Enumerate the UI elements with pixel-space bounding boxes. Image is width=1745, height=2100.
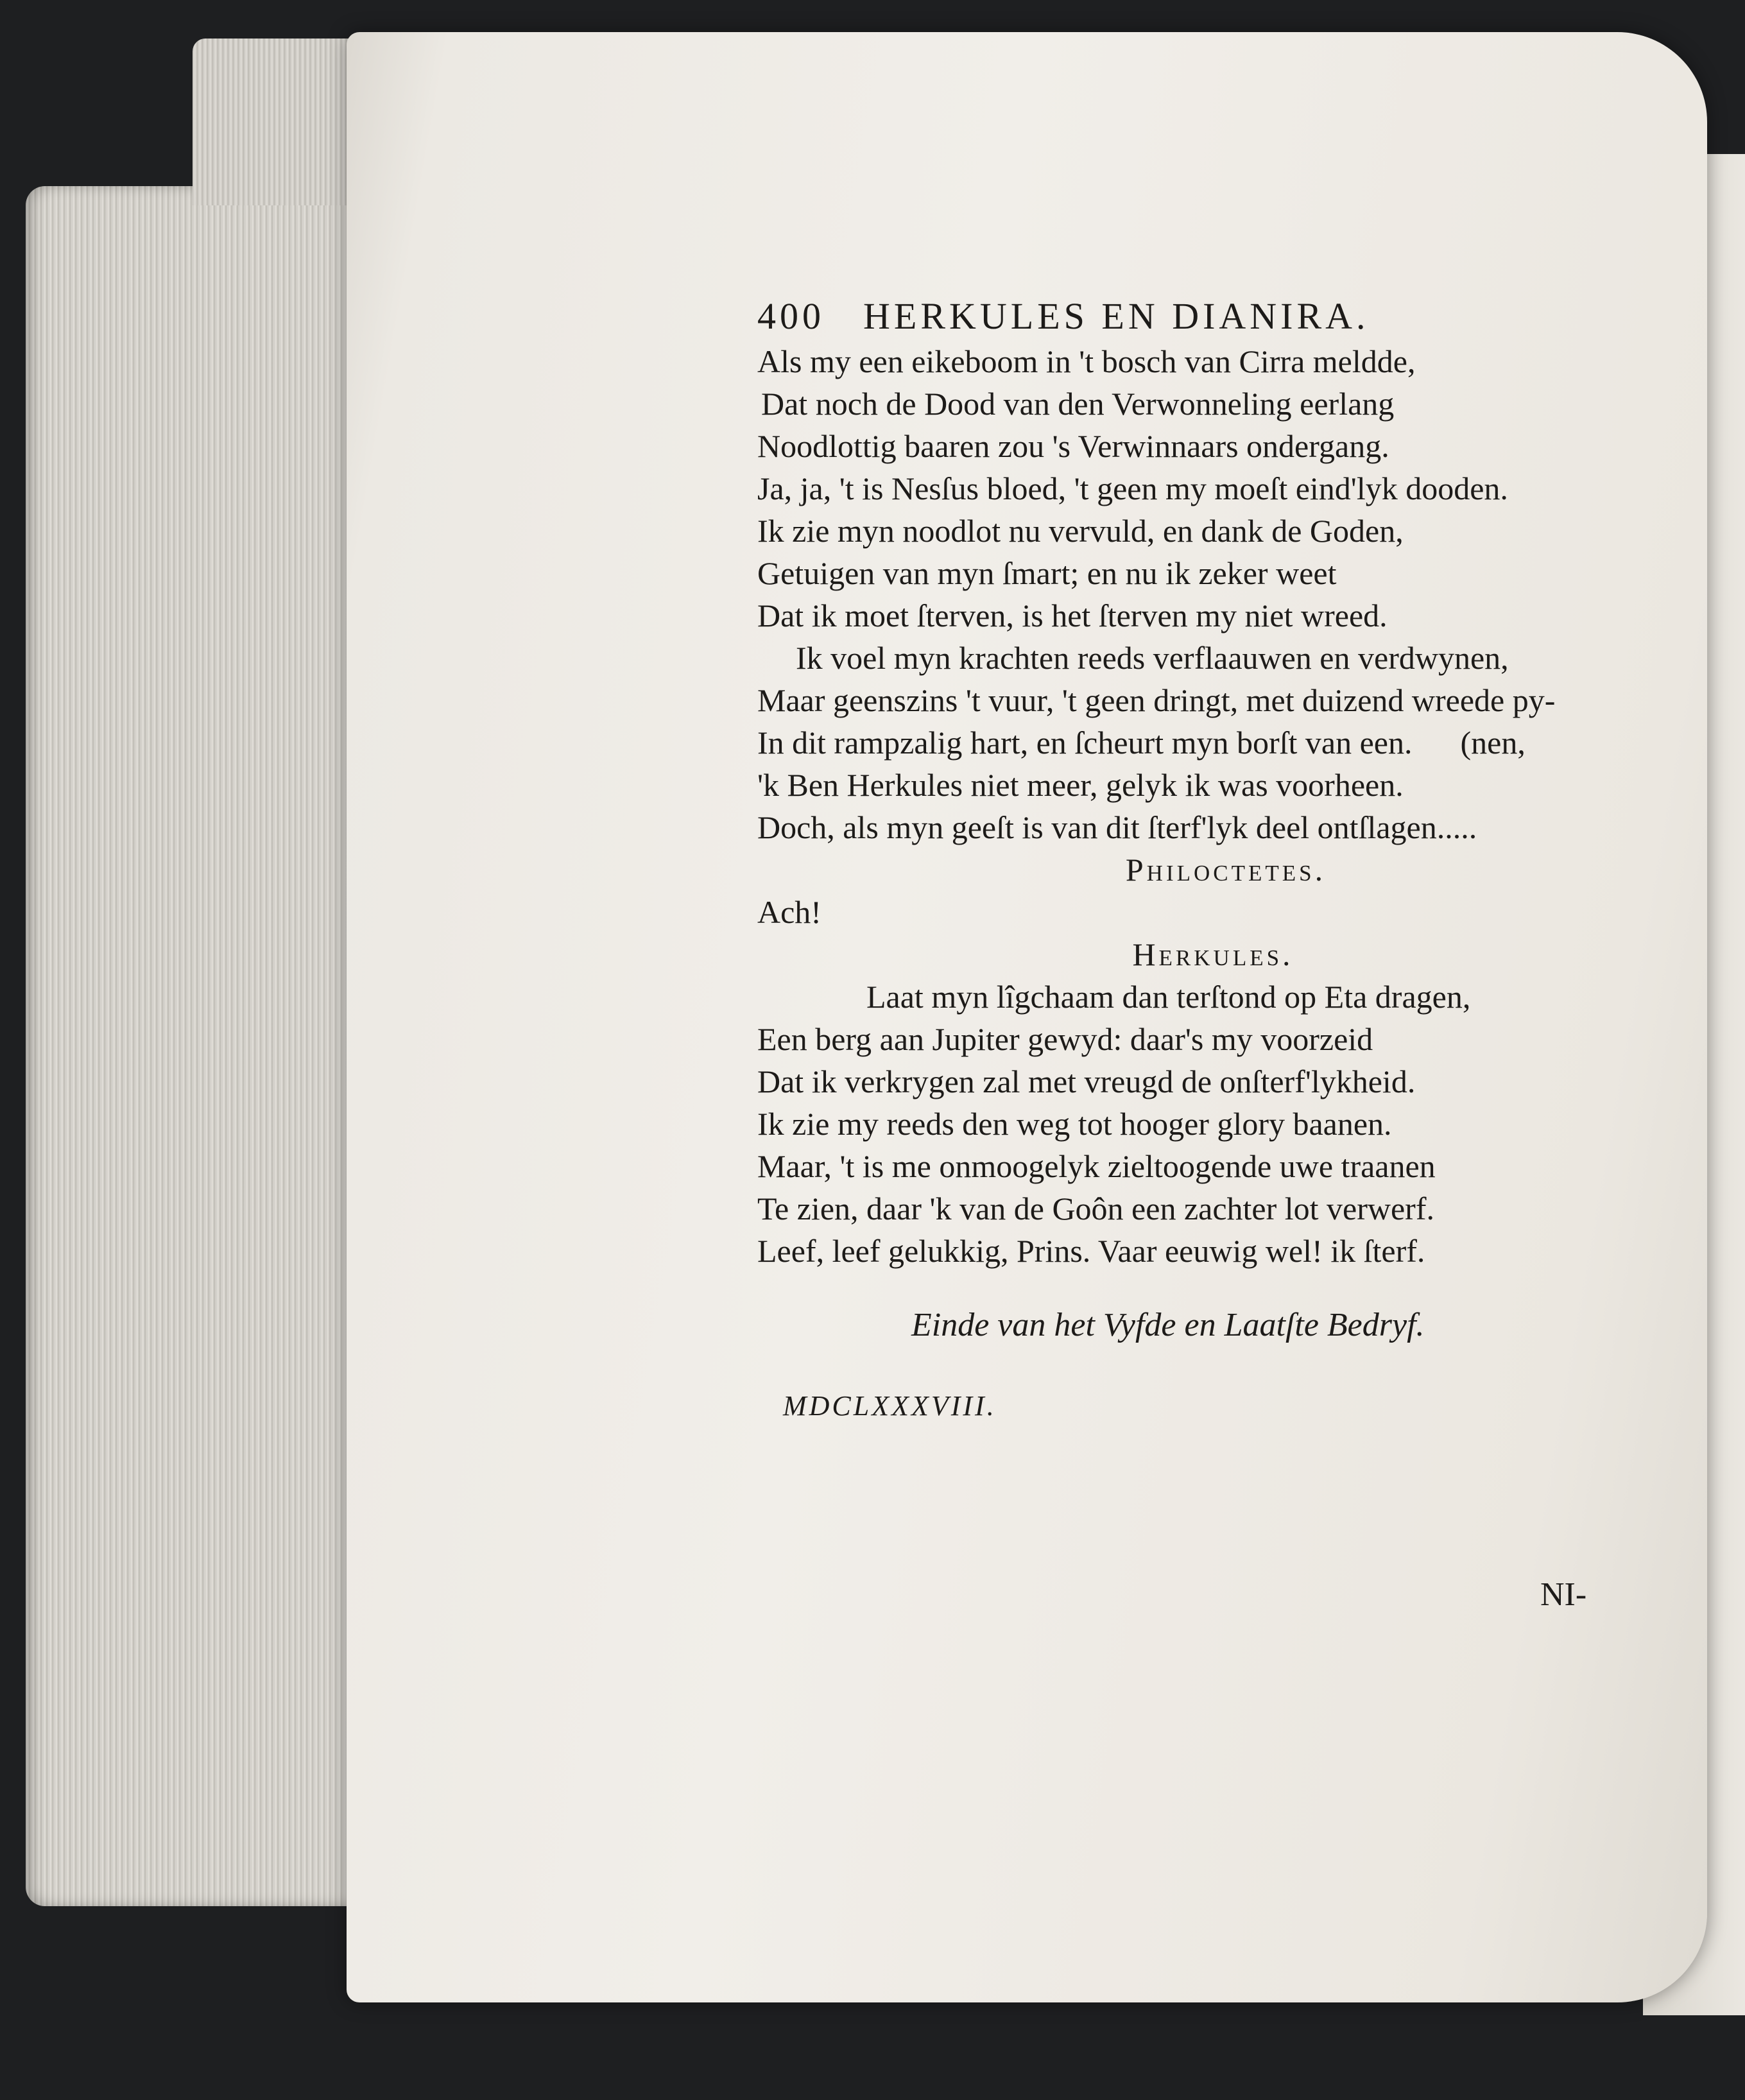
catchword: NI- — [1540, 1576, 1587, 1613]
act-end-note: Einde van het Vyfde en Laatſte Bedryf. — [911, 1307, 1425, 1343]
verse-line: Maar, 't is me onmoogelyk zieltoogende uwe traanen — [757, 1148, 1436, 1184]
speaker-name: Herkules. — [1132, 936, 1294, 972]
verse-line: Getuigen van myn ſmart; en nu ik zeker weet — [757, 555, 1337, 591]
verse-line: Leef, leef gelukkig, Prins. Vaar eeuwig wel! ik ſterf. — [757, 1233, 1425, 1269]
imprint-date: MDCLXXXVIII. — [783, 1390, 997, 1422]
verse-line: In dit rampzalig hart, en ſcheurt myn borſt van een. (nen, — [757, 725, 1526, 761]
book-page-edges-top — [193, 39, 359, 205]
verse-line: Maar geenszins 't vuur, 't geen dringt, met duizend wreede py- — [757, 682, 1556, 718]
verse-line: Ach! — [757, 894, 821, 930]
book-page-edges — [26, 186, 385, 1906]
verse-block-1 — [757, 340, 1643, 848]
page-number: 400 — [757, 295, 825, 337]
speaker-name: Philoctetes. — [1125, 852, 1327, 888]
verse-line: Ik voel myn krachten reeds verflaauwen en verdwynen, — [796, 640, 1509, 676]
verse-line: Ja, ja, 't is Nesſus bloed, 't geen my moeſt eind'lyk dooden. — [757, 470, 1508, 506]
verse-line: Dat ik verkrygen zal met vreugd de onſterf'lykheid. — [757, 1063, 1416, 1099]
verse-line: Te zien, daar 'k van de Goôn een zachter lot verwerf. — [757, 1191, 1434, 1226]
verse-line: Doch, als myn geeſt is van dit ſterf'lyk deel ontſlagen..... — [757, 809, 1477, 845]
verse-line: Laat myn lîgchaam dan terſtond op Eta dragen, — [866, 979, 1471, 1015]
verse-line: Ik zie my reeds den weg tot hooger glory baanen. — [757, 1106, 1392, 1142]
verse-line: Een berg aan Jupiter gewyd: daar's my voorzeid — [757, 1021, 1373, 1057]
verse-line: 'k Ben Herkules niet meer, gelyk ik was voorheen. — [757, 767, 1404, 803]
running-title: HERKULES EN DIANIRA. — [863, 295, 1370, 337]
verse-line: Dat ik moet ſterven, is het ſterven my niet wreed. — [757, 598, 1388, 633]
verse-line: Noodlottig baaren zou 's Verwinnaars ondergang. — [757, 428, 1389, 464]
verse-line: Dat noch de Dood van den Verwonneling eerlang — [761, 386, 1395, 422]
page-text — [757, 295, 1643, 1427]
verse-block-2 — [757, 976, 1643, 1272]
verse-line: Ik zie myn noodlot nu vervuld, en dank de Goden, — [757, 513, 1404, 549]
verse-line: Als my een eikeboom in 't bosch van Cirra meldde, — [757, 343, 1416, 379]
running-head — [757, 295, 1643, 338]
